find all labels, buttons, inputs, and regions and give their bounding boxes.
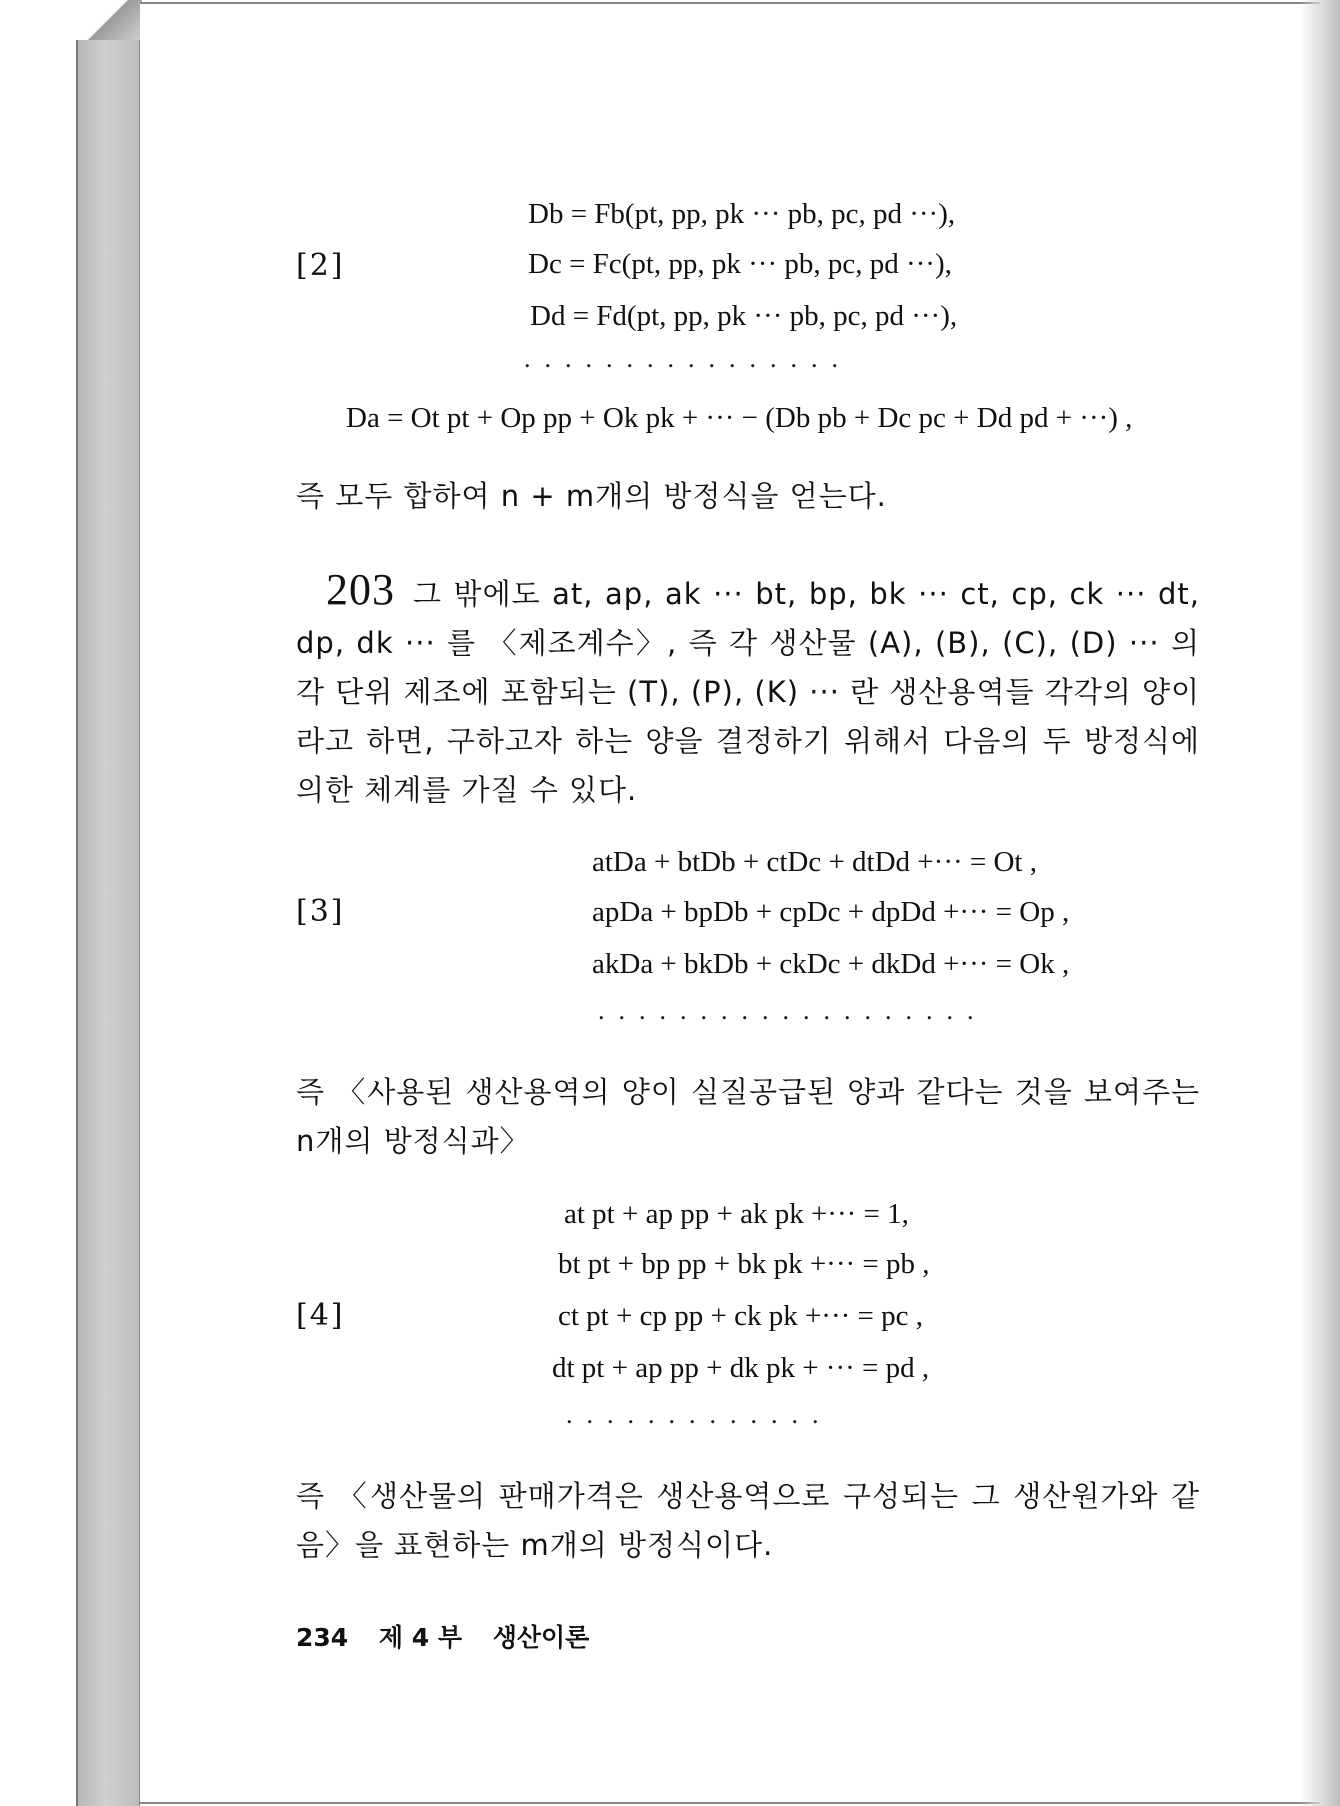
equation-4-line-4: dt pt + ap pp + dk pk + ··· = pd , [552,1352,930,1384]
equation-3-line-2: apDa + bpDb + cpDc + dpDd +··· = Op , [592,896,1070,928]
paragraph-203 [296,565,1200,815]
paragraph-3: 즉 〈사용된 생산용역의 양이 실질공급된 양과 같다는 것을 보여주는 n개의 방정식과〉 [296,1075,1200,1158]
paragraph-203-text: 그 밖에도 at, ap, ak ··· bt, bp, bk ··· ct, cp, ck ··· dt, dp, dk ··· 를 〈제조계수〉, 즉 각 생산물 (A), (B), (C), (D) ··· 의 각 단위 제조에 포함되는 (T), (P), (K) ··· 란 생산용역들 각각의 양이라고 하면, 구하고자 하는 양을 결정하기 위해서 다음의 두 방정식에 의한 체계를 가질 수 있다. [296,577,1200,807]
equation-3-line-3: akDa + bkDb + ckDc + dkDd +··· = Ok , [592,948,1070,980]
part-label: 제 4 부 [378,1623,463,1652]
chapter-title: 생산이론 [492,1623,590,1652]
equation-label-2: [2] [296,248,345,283]
equation-4-line-3: ct pt + cp pp + ck pk +··· = pc , [558,1300,923,1332]
equation-label-4: [4] [296,1298,345,1333]
equation-4-line-1: at pt + ap pp + ak pk +··· = 1, [564,1198,909,1230]
page-number: 234 [296,1623,349,1652]
equation-2-line-3: Dd = Fd(pt, pp, pk ··· pb, pc, pd ···), [530,300,958,332]
page-footer [296,1618,611,1654]
paragraph-1: 즉 모두 합하여 n + m개의 방정식을 얻는다. [296,479,887,513]
equation-2-dots: ................ [524,344,852,373]
paragraph-4: 즉 〈생산물의 판매가격은 생산용역으로 구성되는 그 생산원가와 같음〉을 표현하는 m개의 방정식이다. [296,1479,1200,1562]
equation-2-summary: Da = Ot pt + Op pp + Ok pk + ··· − (Db pb + Dc pc + Dd pd + ···) , [346,402,1133,434]
equation-label-3: [3] [296,894,345,929]
equation-2-line-1: Db = Fb(pt, pp, pk ··· pb, pc, pd ···), [528,198,956,230]
equation-4-dots: ............. [566,1400,833,1429]
equation-4-line-2: bt pt + bp pp + bk pk +··· = pb , [558,1248,930,1280]
equation-2-line-2: Dc = Fc(pt, pp, pk ··· pb, pc, pd ···), [528,248,952,280]
equation-3-line-1: atDa + btDb + ctDc + dtDd +··· = Ot , [592,846,1037,878]
equation-3-dots: ................... [598,996,988,1025]
section-number: 203 [326,565,395,614]
